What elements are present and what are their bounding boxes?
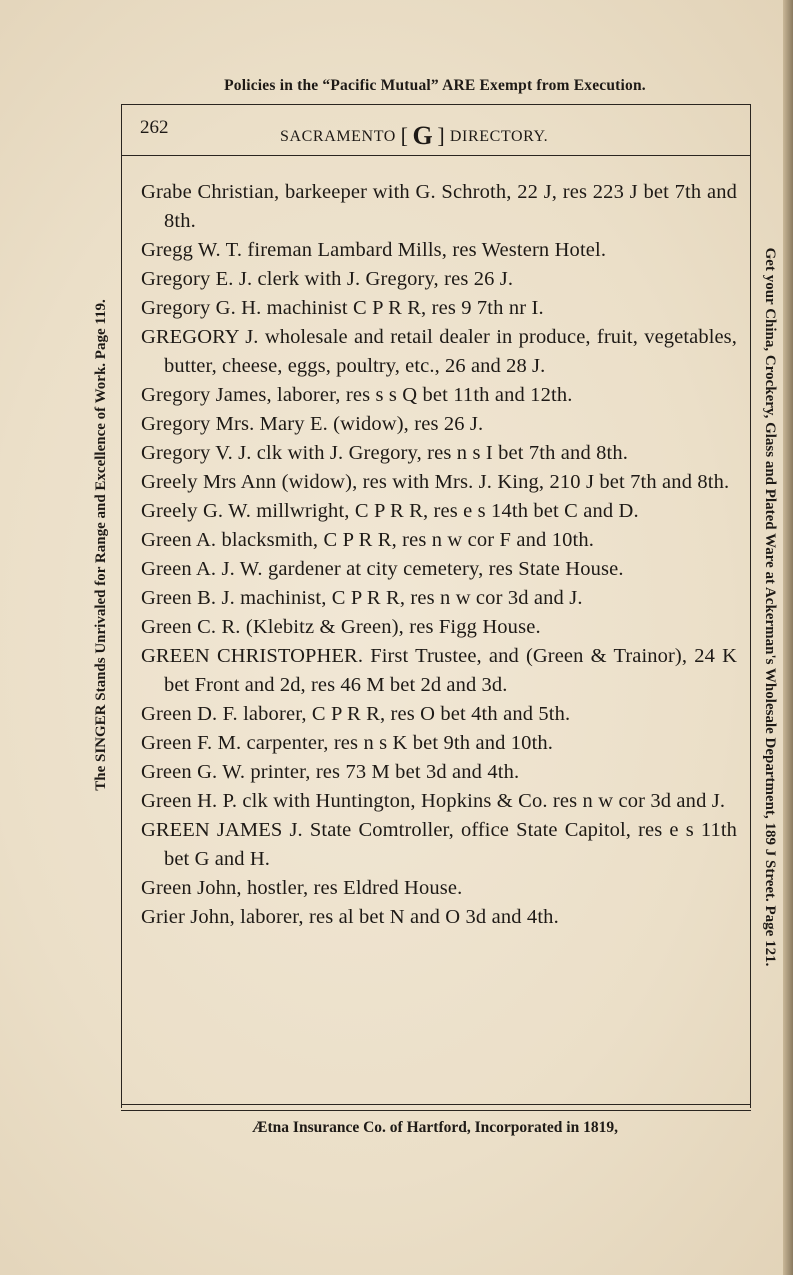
directory-entry: Gregory E. J. clerk with J. Gregory, res 26 J. [141, 268, 514, 290]
directory-entry: Green G. W. printer, res 73 M bet 3d and 4th. [141, 761, 520, 783]
directory-entries [141, 178, 737, 932]
running-head-city: SACRAMENTO [280, 128, 396, 145]
right-side-advertisement: Get your China, Crockery, Glass and Plated Ware at Ackerman's Wholesale Department, 189 J Street. Page 121. [762, 247, 778, 967]
top-advertisement: Policies in the “Pacific Mutual” ARE Exempt from Execution. [224, 77, 646, 94]
directory-entry: Green A. blacksmith, C P R R, res n w cor F and 10th. [141, 529, 595, 551]
directory-entry: GREGORY J. wholesale and retail dealer in produce, fruit, vegetables, butter, cheese, eggs, poultry, etc., 26 and 28 J. [141, 326, 737, 377]
bracket-open: [ [400, 123, 409, 148]
header-rule [121, 155, 751, 156]
left-side-advertisement: The SINGER Stands Unrivaled for Range and Excellence of Work. Page 119. [93, 299, 109, 791]
directory-entry: GREEN CHRISTOPHER. First Trustee, and (Green & Trainor), 24 K bet Front and 2d, res 46 M bet 2d and 3d. [141, 645, 737, 696]
running-head [280, 118, 548, 148]
bottom-rule-double [121, 1110, 751, 1111]
section-letter: G [412, 121, 434, 150]
directory-entry: Green John, hostler, res Eldred House. [141, 877, 463, 899]
book-edge [783, 0, 793, 1275]
directory-entry: Gregory James, laborer, res s s Q bet 11th and 12th. [141, 384, 573, 406]
bottom-advertisement: Ætna Insurance Co. of Hartford, Incorporated in 1819, [252, 1119, 618, 1136]
bottom-rule [121, 1104, 751, 1105]
directory-entry: Green F. M. carpenter, res n s K bet 9th and 10th. [141, 732, 554, 754]
directory-entry: Gregg W. T. fireman Lambard Mills, res Western Hotel. [141, 239, 607, 261]
directory-entry: Gregory Mrs. Mary E. (widow), res 26 J. [141, 413, 484, 435]
directory-entry: Grabe Christian, barkeeper with G. Schroth, 22 J, res 223 J bet 7th and 8th. [141, 181, 737, 232]
directory-entry: Gregory G. H. machinist C P R R, res 9 7th nr I. [141, 297, 544, 319]
top-rule [121, 104, 751, 105]
page-number: 262 [140, 117, 169, 138]
bracket-close: ] [437, 123, 446, 148]
running-head-section: DIRECTORY. [449, 128, 549, 145]
directory-entry: Green D. F. laborer, C P R R, res O bet 4th and 5th. [141, 703, 571, 725]
directory-entry: Green A. J. W. gardener at city cemetery, res State House. [141, 558, 624, 580]
directory-entry: Green B. J. machinist, C P R R, res n w cor 3d and J. [141, 587, 583, 609]
directory-entry: Grier John, laborer, res al bet N and O 3d and 4th. [141, 906, 559, 928]
directory-entry: Greely Mrs Ann (widow), res with Mrs. J. King, 210 J bet 7th and 8th. [141, 471, 730, 493]
directory-entry: Gregory V. J. clk with J. Gregory, res n s I bet 7th and 8th. [141, 442, 629, 464]
directory-entry: Green C. R. (Klebitz & Green), res Figg House. [141, 616, 541, 638]
directory-entry: Greely G. W. millwright, C P R R, res e s 14th bet C and D. [141, 500, 639, 522]
directory-entry: GREEN JAMES J. State Comtroller, office State Capitol, res e s 11th bet G and H. [141, 819, 737, 870]
directory-entry: Green H. P. clk with Huntington, Hopkins & Co. res n w cor 3d and J. [141, 790, 726, 812]
